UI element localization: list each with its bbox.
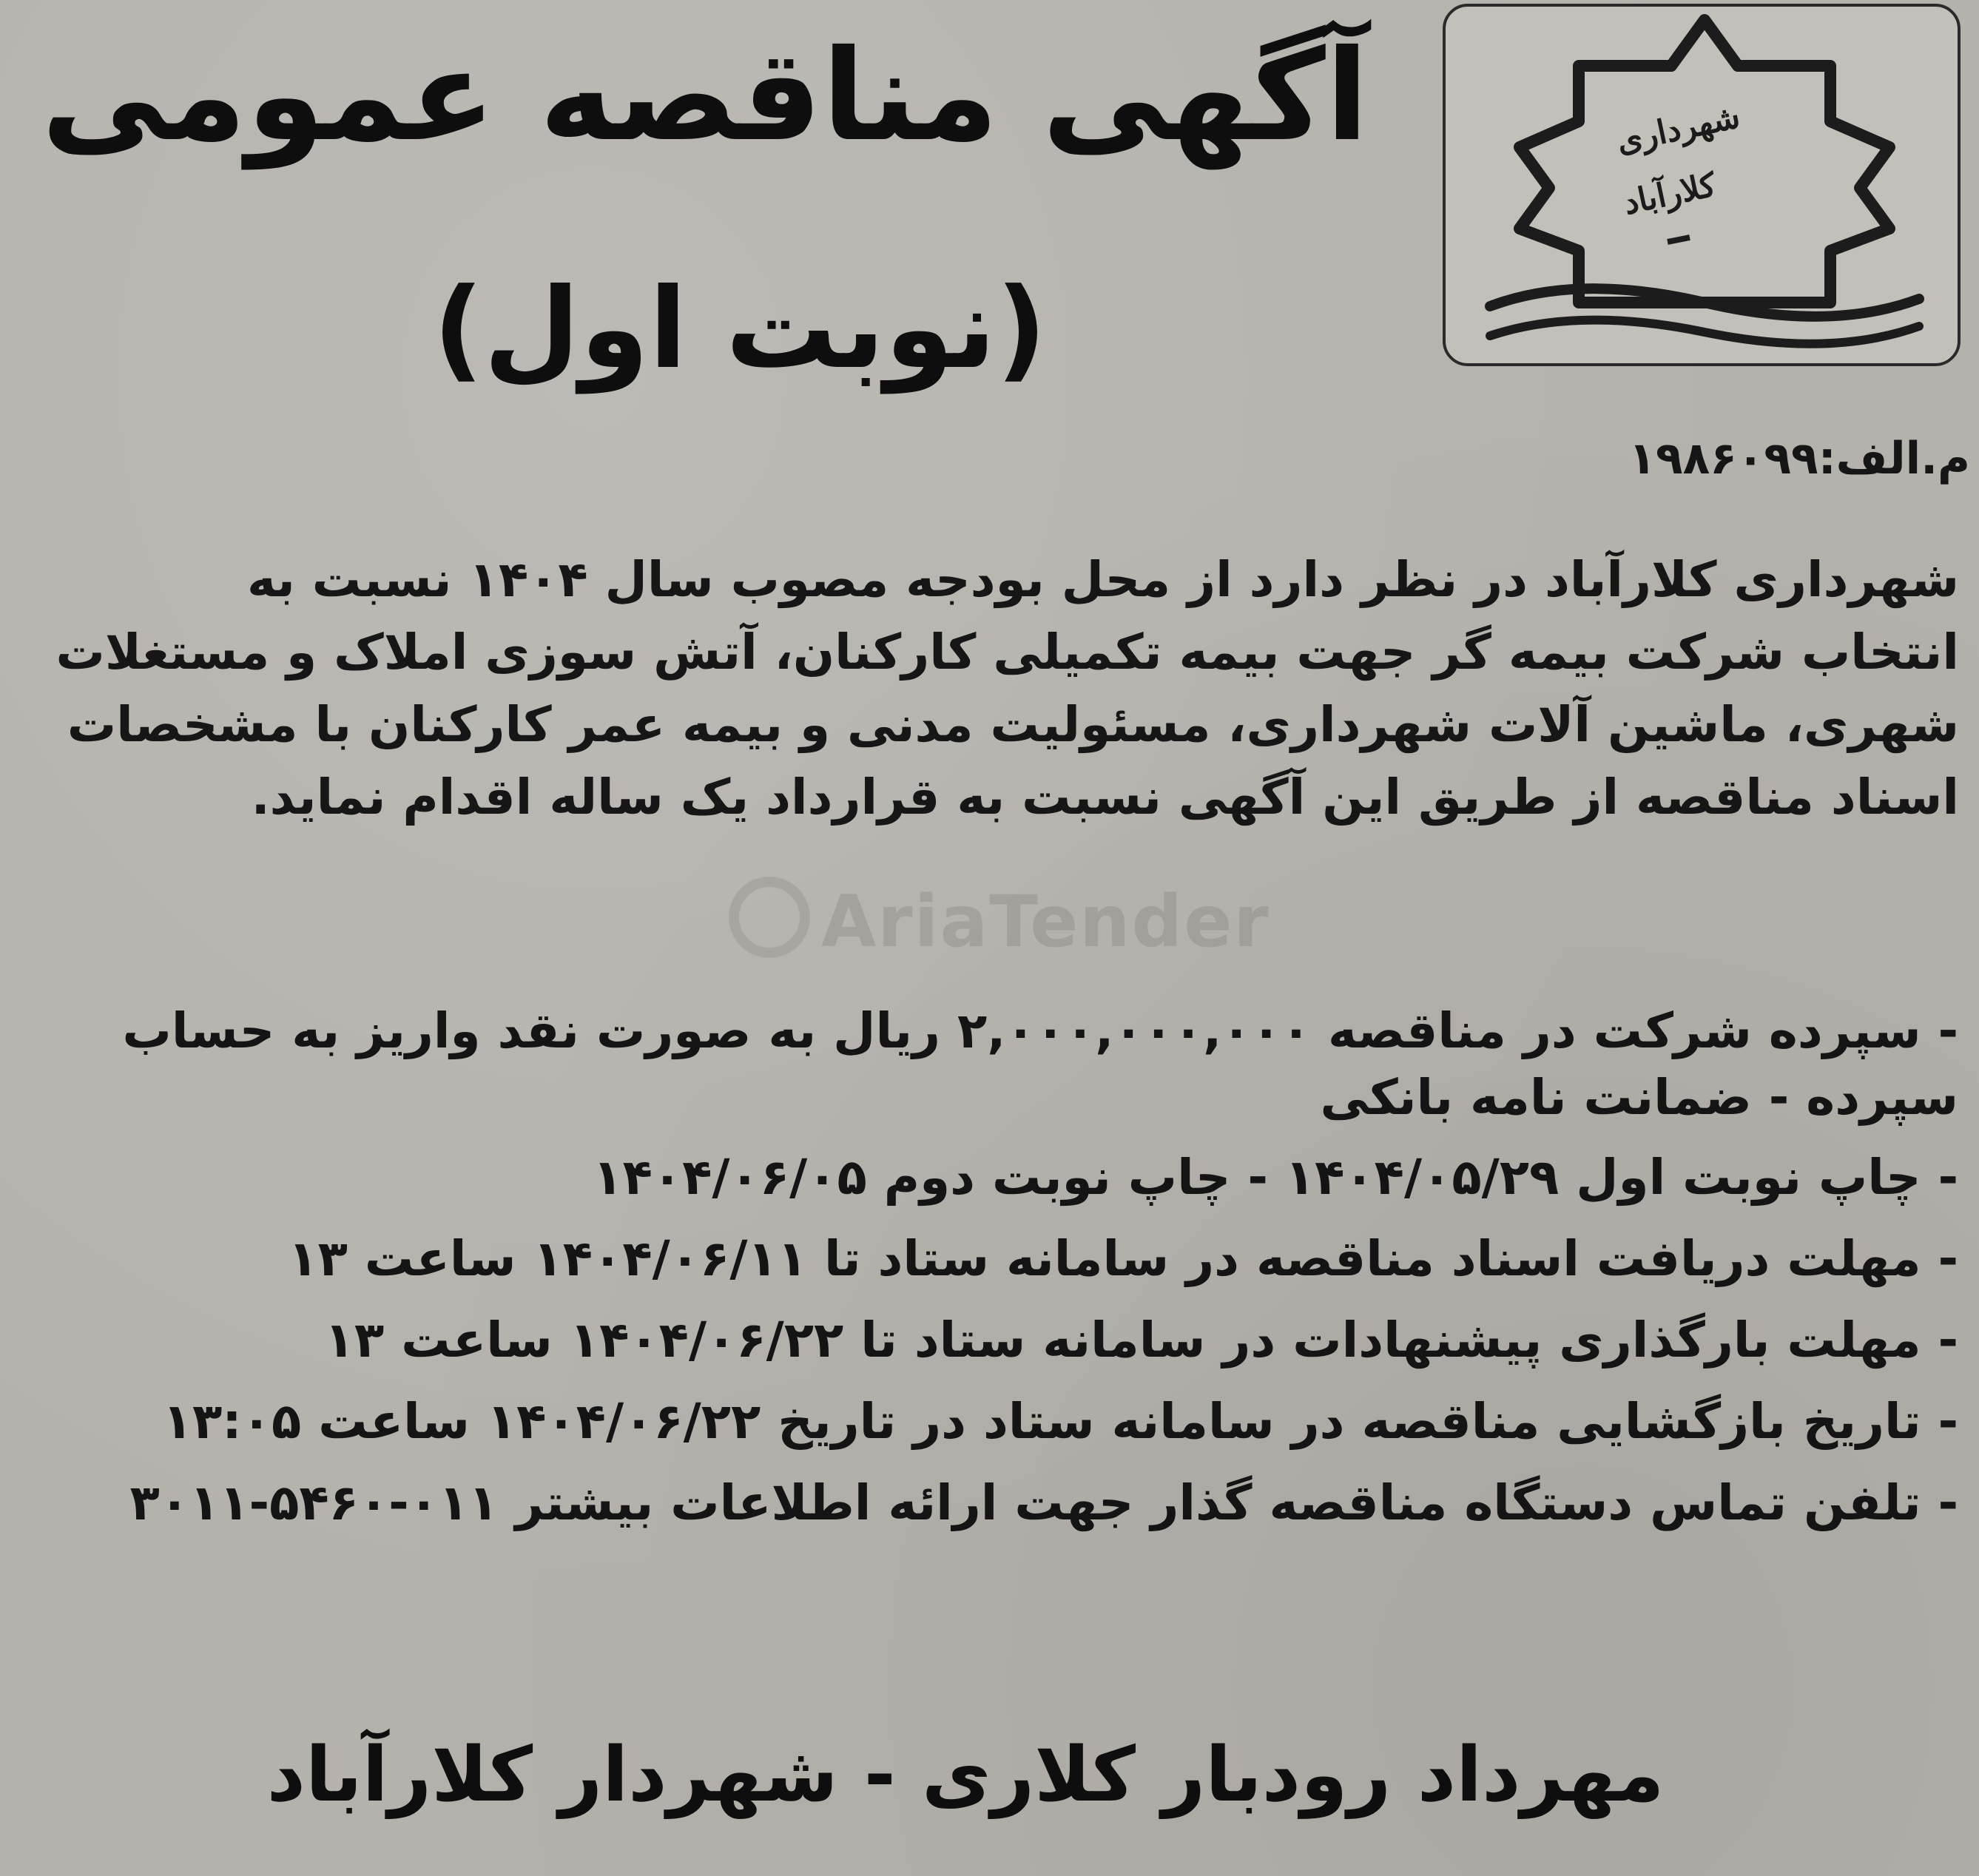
detail-print-dates: - چاپ نوبت اول ۱۴۰۴/۰۵/۲۹ - چاپ نوبت دوم ۱۴۰۴/۰۶/۰۵ (593, 1149, 1958, 1206)
tender-details-list (20, 995, 1958, 1548)
body-line: شهرداری کلارآباد در نظر دارد از محل بودجه مصوب سال ۱۴۰۴ نسبت به (247, 551, 1959, 608)
municipality-logo (1443, 4, 1961, 366)
signature-mayor: مهرداد رودبار کلاری - شهردار کلارآباد (266, 1731, 1665, 1819)
detail-submission-deadline: - مهلت بارگذاری پیشنهادات در سامانه ستاد تا ۱۴۰۴/۰۶/۲۲ ساعت ۱۳ (324, 1312, 1958, 1369)
notice-title: آگهی مناقصه عمومی (41, 23, 1369, 169)
watermark-logo-icon (729, 877, 810, 958)
logo-text-city: کلارآباد (1620, 166, 1719, 223)
detail-opening-date: - تاریخ بازگشایی مناقصه در سامانه ستاد در تاریخ ۱۴۰۴/۰۶/۲۲ ساعت ۱۳:۰۵ (162, 1393, 1958, 1450)
detail-deposit-continued: سپرده - ضمانت نامه بانکی (1320, 1069, 1958, 1126)
detail-deposit: - سپرده شرکت در مناقصه ۲,۰۰۰,۰۰۰,۰۰۰ ریال به صورت نقد واریز به حساب (122, 1002, 1958, 1059)
body-line: اسناد مناقصه از طریق این آگهی نسبت به قرارداد یک ساله اقدام نماید. (251, 769, 1959, 826)
body-line: شهری، ماشین آلات شهرداری، مسئولیت مدنی و بیمه عمر کارکنان با مشخصات (67, 696, 1959, 753)
notice-round: (نوبت اول) (433, 265, 1047, 394)
reference-number: م.الف:۱۹۸۶۰۹۹ (1628, 433, 1970, 485)
notice-body (21, 544, 1959, 834)
watermark: AriaTender (821, 880, 1270, 963)
logo-text-municipality: شهرداری (1613, 97, 1744, 161)
body-line: انتخاب شرکت بیمه گر جهت بیمه تکمیلی کارکنان، آتش سوزی املاک و مستغلات (55, 624, 1959, 681)
detail-document-deadline: - مهلت دریافت اسناد مناقصه در سامانه ستاد تا ۱۴۰۴/۰۶/۱۱ ساعت ۱۳ (288, 1230, 1958, 1287)
detail-contact-phone: - تلفن تماس دستگاه مناقصه گذار جهت ارائه اطلاعات بیشتر ۰۱۱-۵۴۶۰-۳۰۱۱ (129, 1474, 1958, 1531)
